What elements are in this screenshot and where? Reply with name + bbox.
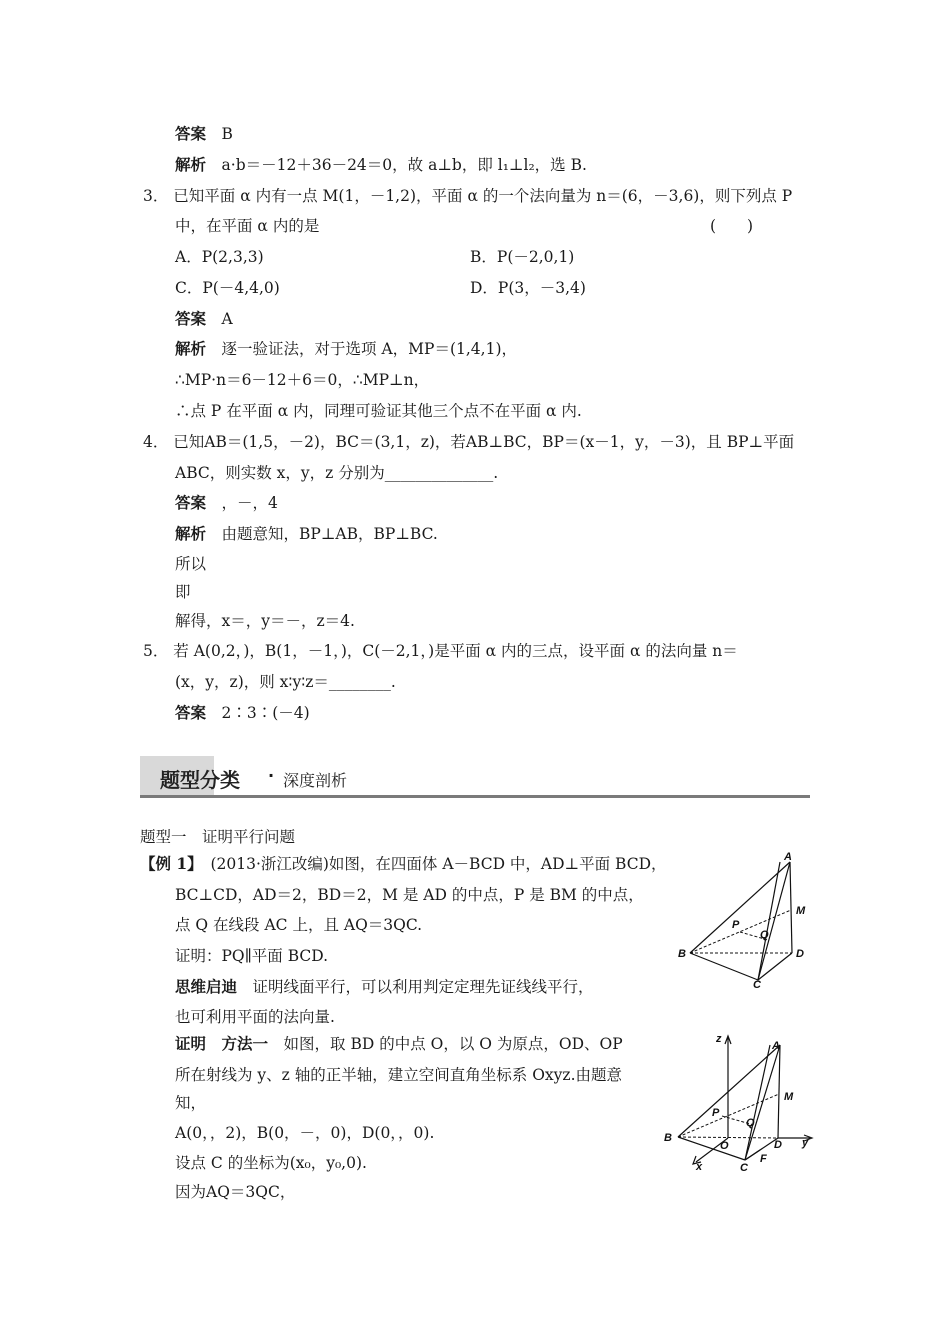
line-text: 证明：PQ∥平面 BCD. [175, 947, 329, 965]
text-line [710, 216, 753, 236]
text-line [175, 278, 280, 298]
text-line [175, 1007, 335, 1027]
text-line [175, 672, 396, 692]
line-text: 如图，取 BD 的中点 O，以 O 为原点，OD、OP [283, 1035, 623, 1053]
text-line [143, 186, 792, 206]
text-line [140, 854, 667, 874]
fig2-label-z: z [716, 1033, 722, 1045]
fig2-label-F: F [760, 1153, 767, 1165]
text-line [175, 124, 233, 144]
text-line [175, 1093, 206, 1113]
fig1-label-Q: Q [760, 929, 769, 941]
line-label: 解析 [175, 339, 207, 358]
line-label: 思维启迪 [175, 977, 238, 996]
fig2-label-B: B [664, 1132, 672, 1144]
spacer [206, 125, 222, 143]
line-text: 即 [175, 583, 191, 601]
tetrahedron-figure [670, 850, 820, 990]
line-label: 答案 [175, 124, 207, 143]
line-text: (2013·浙江改编)如图，在四面体 A－BCD 中，AD⊥平面 BCD， [210, 855, 667, 873]
line-text: 由题意知，BP⊥AB，BP⊥BC. [221, 525, 438, 543]
line-text: D．P(3，－3,4) [470, 279, 586, 297]
text-line [175, 493, 278, 513]
line-text: 4． 已知AB＝(1,5，－2)，BC＝(3,1，z)，若AB⊥BC，BP＝(x－1，y，－3)，且 BP⊥平面 [143, 433, 795, 451]
text-line [175, 1034, 623, 1054]
text-line [175, 977, 594, 997]
fig2-label-D: D [774, 1139, 782, 1151]
spacer [195, 855, 211, 873]
text-line [175, 155, 587, 175]
line-text: 逐一验证法，对于选项 A，MP＝(1,4,1)， [221, 340, 517, 358]
spacer [206, 156, 222, 174]
line-text: A．P(2,3,3) [175, 248, 264, 266]
line-text: 因为AQ＝3QC， [175, 1183, 296, 1201]
line-text: a·b＝－12＋36－24＝0，故 a⊥b，即 l₁⊥l₂，选 B. [221, 156, 587, 174]
text-line [175, 582, 191, 602]
line-text: ABC，则实数 x，y，z 分别为______________. [175, 464, 499, 482]
line-text: A [221, 310, 233, 328]
text-line [175, 1153, 367, 1173]
text-line [143, 641, 738, 661]
fig2-label-A: A [772, 1040, 780, 1052]
section-title: 题型分类 [160, 768, 240, 792]
line-text: 解得，x＝，y＝－，z＝4. [175, 612, 355, 630]
text-line [175, 1065, 622, 1085]
section-subtitle: 深度剖析 [283, 771, 348, 790]
line-label: 解析 [175, 155, 207, 174]
line-text: 所在射线为 y、z 轴的正半轴，建立空间直角坐标系 Oxyz.由题意 [175, 1066, 623, 1084]
fig1-label-B: B [678, 948, 686, 960]
section-separator: · [268, 766, 275, 785]
spacer [206, 310, 222, 328]
text-line [175, 247, 264, 267]
spacer [206, 525, 222, 543]
line-label: 证明 方法一 [175, 1034, 269, 1053]
line-label: 解析 [175, 524, 207, 543]
fig2-label-M: M [784, 1091, 794, 1103]
line-text: B．P(－2,0,1) [470, 248, 575, 266]
text-line [175, 524, 438, 544]
section-header [140, 756, 810, 798]
text-line [175, 611, 355, 631]
spacer [206, 494, 222, 512]
text-line [175, 216, 319, 236]
text-line [470, 247, 574, 267]
fig1-label-C: C [753, 979, 761, 990]
line-text: 知， [175, 1094, 207, 1112]
line-text: 5． 若 A(0,2，)，B(1，－1，)，C(－2,1，)是平面 α 内的三点，设平面 α 的法向量 n＝ [143, 642, 738, 660]
spacer [237, 978, 253, 996]
fig2-label-O: O [720, 1140, 729, 1152]
text-line [175, 463, 498, 483]
coordinate-figure [660, 1030, 820, 1175]
text-line [175, 401, 582, 421]
line-text: 证明线面平行，可以利用判定定理先证线线平行， [252, 978, 594, 996]
line-text: 题型一 证明平行问题 [140, 828, 296, 846]
line-text: ∴MP·n＝6－12＋6＝0，∴MP⊥n， [175, 371, 430, 389]
line-label: 答案 [175, 493, 207, 512]
line-text: ∴点 P 在平面 α 内，同理可验证其他三个点不在平面 α 内. [175, 402, 582, 420]
fig1-label-P: P [732, 919, 740, 931]
fig2-label-C: C [740, 1162, 748, 1174]
text-line [175, 1182, 295, 1202]
text-line [175, 1123, 434, 1143]
line-text: 点 Q 在线段 AC 上，且 AQ＝3QC. [175, 916, 423, 934]
text-line [175, 703, 310, 723]
text-line [175, 915, 422, 935]
line-text: 中，在平面 α 内的是 [175, 217, 320, 235]
line-text: C．P(－4,4,0) [175, 279, 280, 297]
text-line [175, 309, 233, 329]
text-line [143, 432, 794, 452]
line-text: 2∶3∶(－4) [221, 704, 310, 722]
section-header-rule [140, 795, 810, 798]
text-line [175, 946, 328, 966]
fig2-label-x: x [696, 1161, 703, 1173]
spacer [268, 1035, 284, 1053]
text-line [140, 827, 295, 847]
text-line [470, 278, 586, 298]
fig2-label-P: P [712, 1107, 720, 1119]
text-line [175, 370, 429, 390]
text-line [175, 885, 644, 905]
line-text: A(0，，2)，B(0，－，0)，D(0，，0). [175, 1124, 435, 1142]
text-line [175, 554, 206, 574]
line-text: 所以 [175, 555, 207, 573]
line-label: 【例 1】 [140, 854, 195, 873]
line-text: B [221, 125, 233, 143]
line-text: 3． 已知平面 α 内有一点 M(1，－1,2)，平面 α 的一个法向量为 n＝(6，－3,6)，则下列点 P [143, 187, 793, 205]
line-text: 也可利用平面的法向量. [175, 1008, 335, 1026]
line-label: 答案 [175, 309, 207, 328]
fig1-label-A: A [784, 851, 792, 863]
fig1-label-D: D [796, 948, 804, 960]
spacer [206, 704, 222, 722]
line-text: (x，y，z)，则 x∶y∶z＝________. [175, 673, 396, 691]
spacer [206, 340, 222, 358]
fig2-label-y: y [802, 1137, 809, 1149]
fig2-label-Q: Q [746, 1117, 755, 1129]
line-text: 设点 C 的坐标为(x₀，y₀,0). [175, 1154, 367, 1172]
line-label: 答案 [175, 703, 207, 722]
fig1-label-M: M [796, 905, 806, 917]
line-text: ，－，4 [221, 494, 278, 512]
text-line [175, 339, 517, 359]
line-text: ( ) [710, 217, 754, 235]
line-text: BC⊥CD，AD＝2，BD＝2，M 是 AD 的中点，P 是 BM 的中点， [175, 886, 644, 904]
